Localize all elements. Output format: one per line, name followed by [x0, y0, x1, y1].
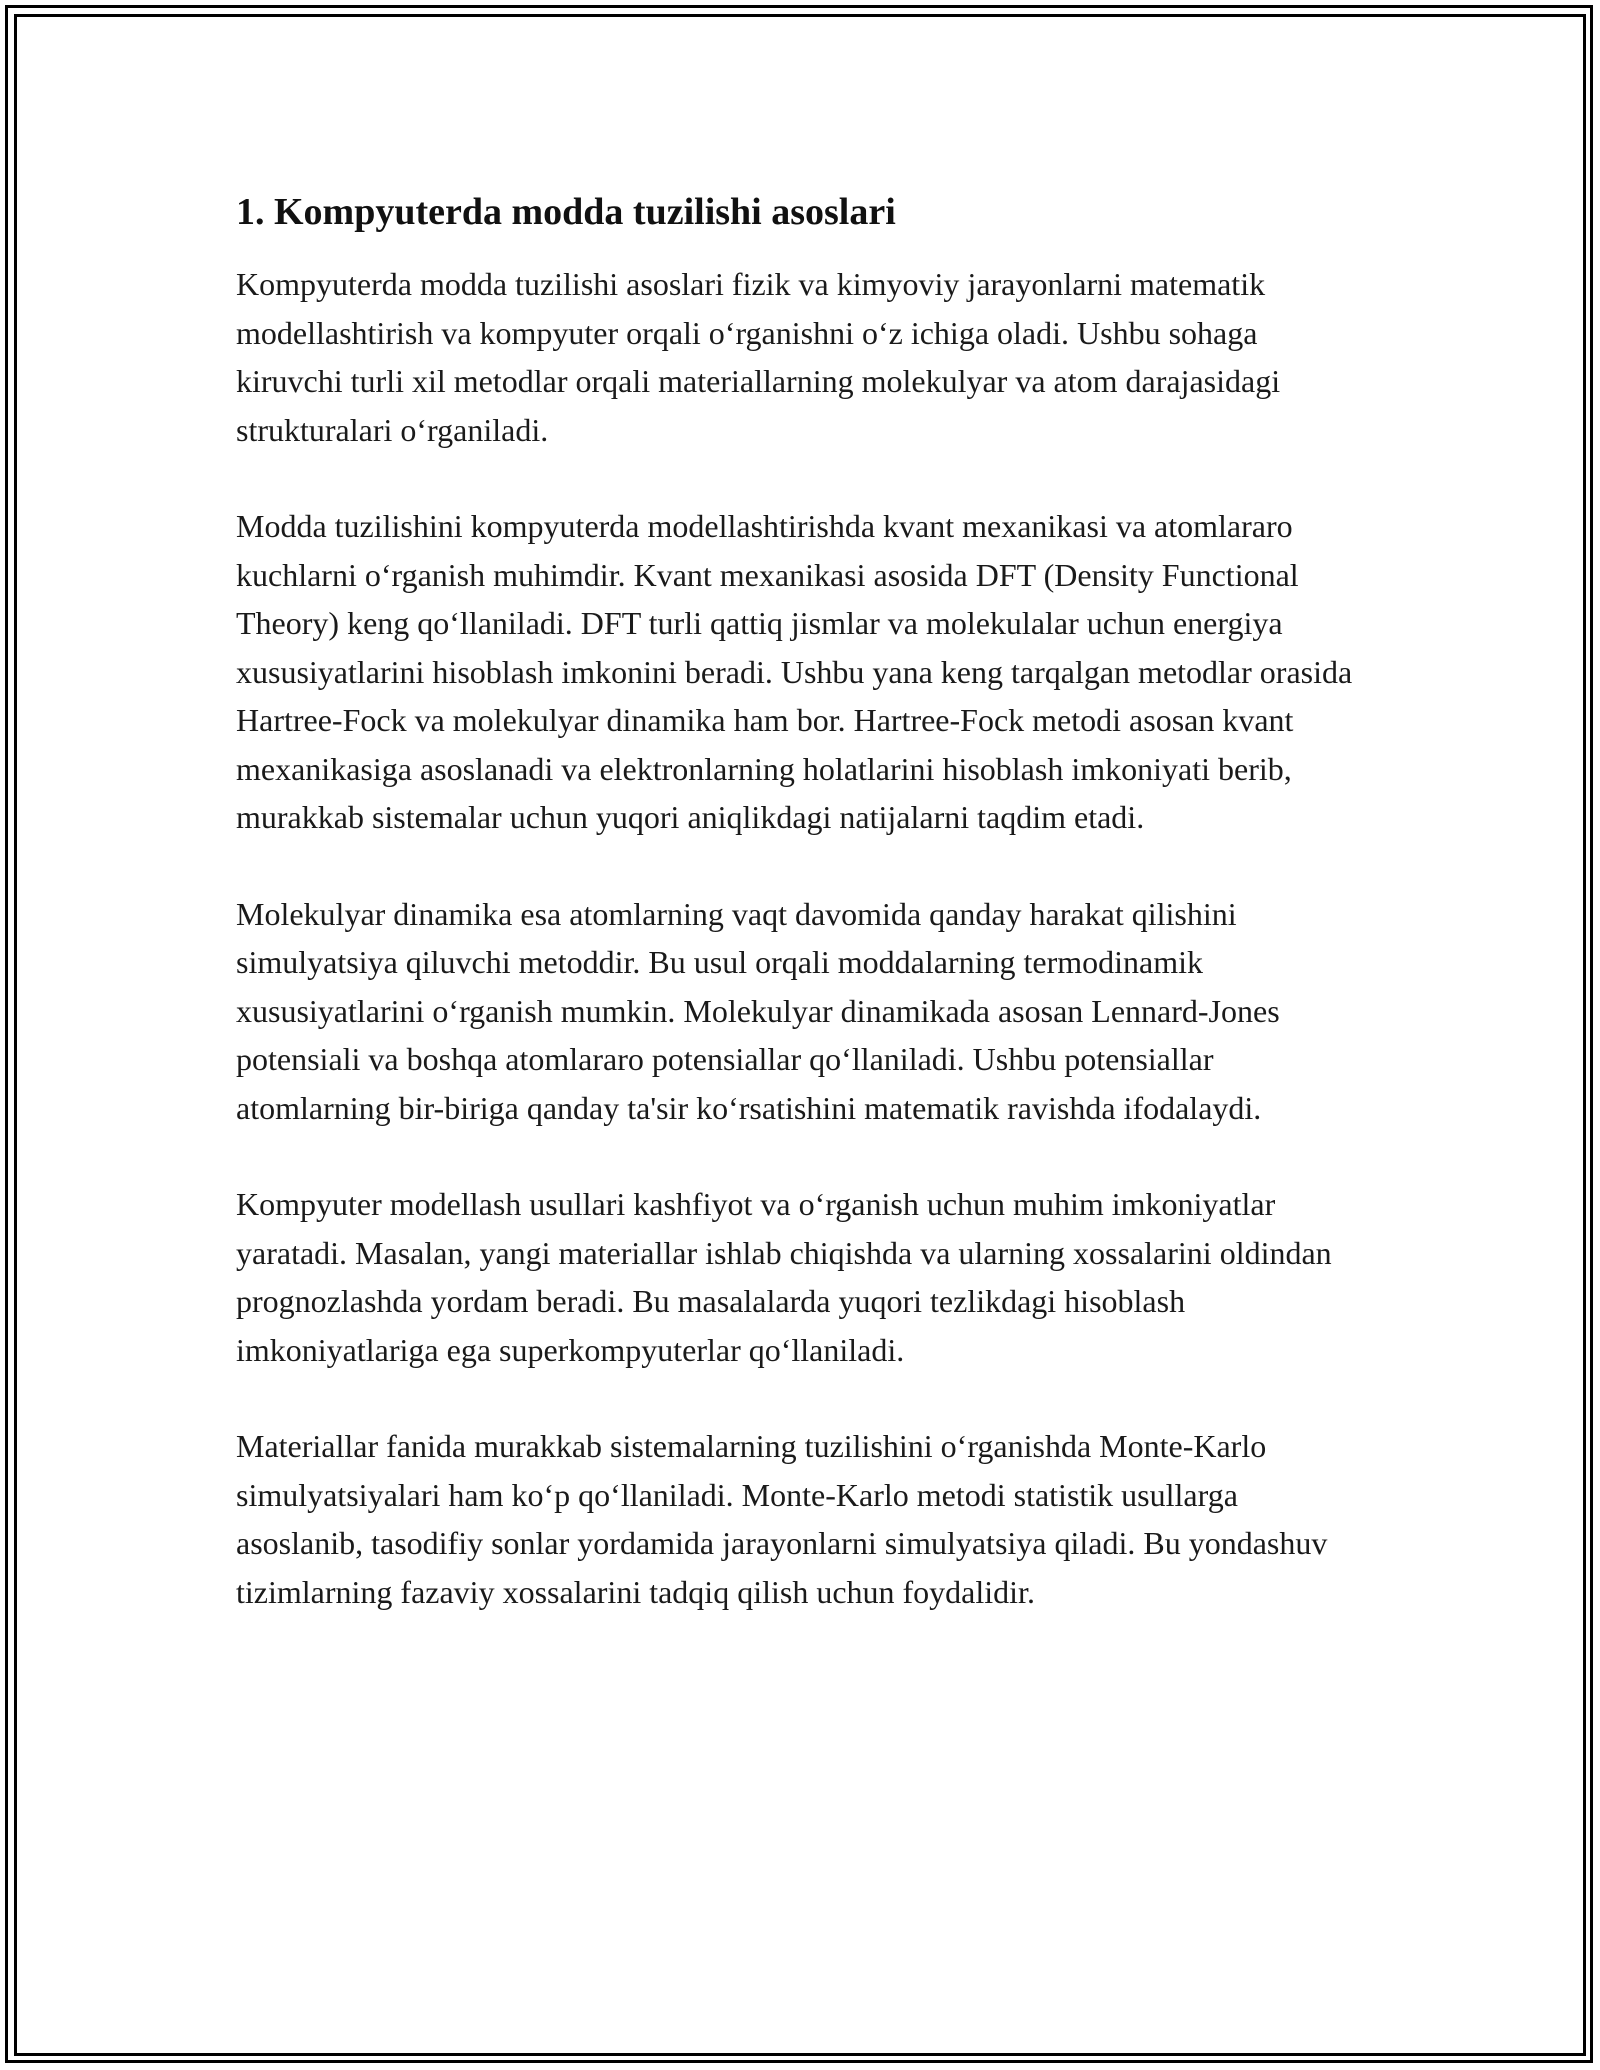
paragraph-monte-carlo: Materiallar fanida murakkab sistemalarning tuzilishini o‘rganishda Monte-Karlo simulyatsiyalari ham ko‘p qo‘llaniladi. Monte-Karlo metodi statistik usullarga asoslanib, tasodifiy sonlar yordamida jarayonlarni simulyatsiya qiladi. Bu yondashuv tizimlarning fazaviy xossalarini tadqiq qilish uchun foydalidir. [236, 1428, 1328, 1610]
paragraph-quantum-methods: Modda tuzilishini kompyuterda modellashtirishda kvant mexanikasi va atomlararo kuchlarni o‘rganish muhimdir. Kvant mexanikasi asosida DFT (Density Functional Theory) keng qo‘llaniladi. DFT turli qattiq jismlar va molekulalar uchun energiya xususiyatlarini hisoblash imkonini beradi. Ushbu yana keng tarqalgan metodlar orasida Hartree-Fock va molekulyar dinamika ham bor. Hartree-Fock metodi asosan kvant mexanikasiga asoslanadi va elektronlarning holatlarini hisoblash imkoniyati berib, murakkab sistemalar uchun yuqori aniqlikdagi natijalarni taqdim etadi. [236, 508, 1353, 835]
section-heading: 1. Kompyuterda modda tuzilishi asoslari [236, 191, 896, 233]
document-body [236, 186, 1366, 1664]
paragraph-molecular-dynamics: Molekulyar dinamika esa atomlarning vaqt davomida qanday harakat qilishini simulyatsiya qiluvchi metoddir. Bu usul orqali moddalarning termodinamik xususiyatlarini o‘rganish mumkin. Molekulyar dinamikada asosan Lennard-Jones potensiali va boshqa atomlararo potensiallar qo‘llaniladi. Ushbu potensiallar atomlarning bir-biriga qanday ta'sir ko‘rsatishini matematik ravishda ifodalaydi. [236, 895, 1280, 1126]
paragraph-intro: Kompyuterda modda tuzilishi asoslari fizik va kimyoviy jarayonlarni matematik modellashtirish va kompyuter orqali o‘rganishni o‘z ichiga oladi. Ushbu sohaga kiruvchi turli xil metodlar orqali materiallarning molekulyar va atom darajasidagi strukturalari o‘rganiladi. [236, 266, 1281, 448]
paragraph-computer-modeling: Kompyuter modellash usullari kashfiyot va o‘rganish uchun muhim imkoniyatlar yaratadi. Masalan, yangi materiallar ishlab chiqishda va ularning xossalarini oldindan prognozlashda yordam beradi. Bu masalalarda yuqori tezlikdagi hisoblash imkoniyatlariga ega superkompyuterlar qo‘llaniladi. [236, 1186, 1332, 1368]
